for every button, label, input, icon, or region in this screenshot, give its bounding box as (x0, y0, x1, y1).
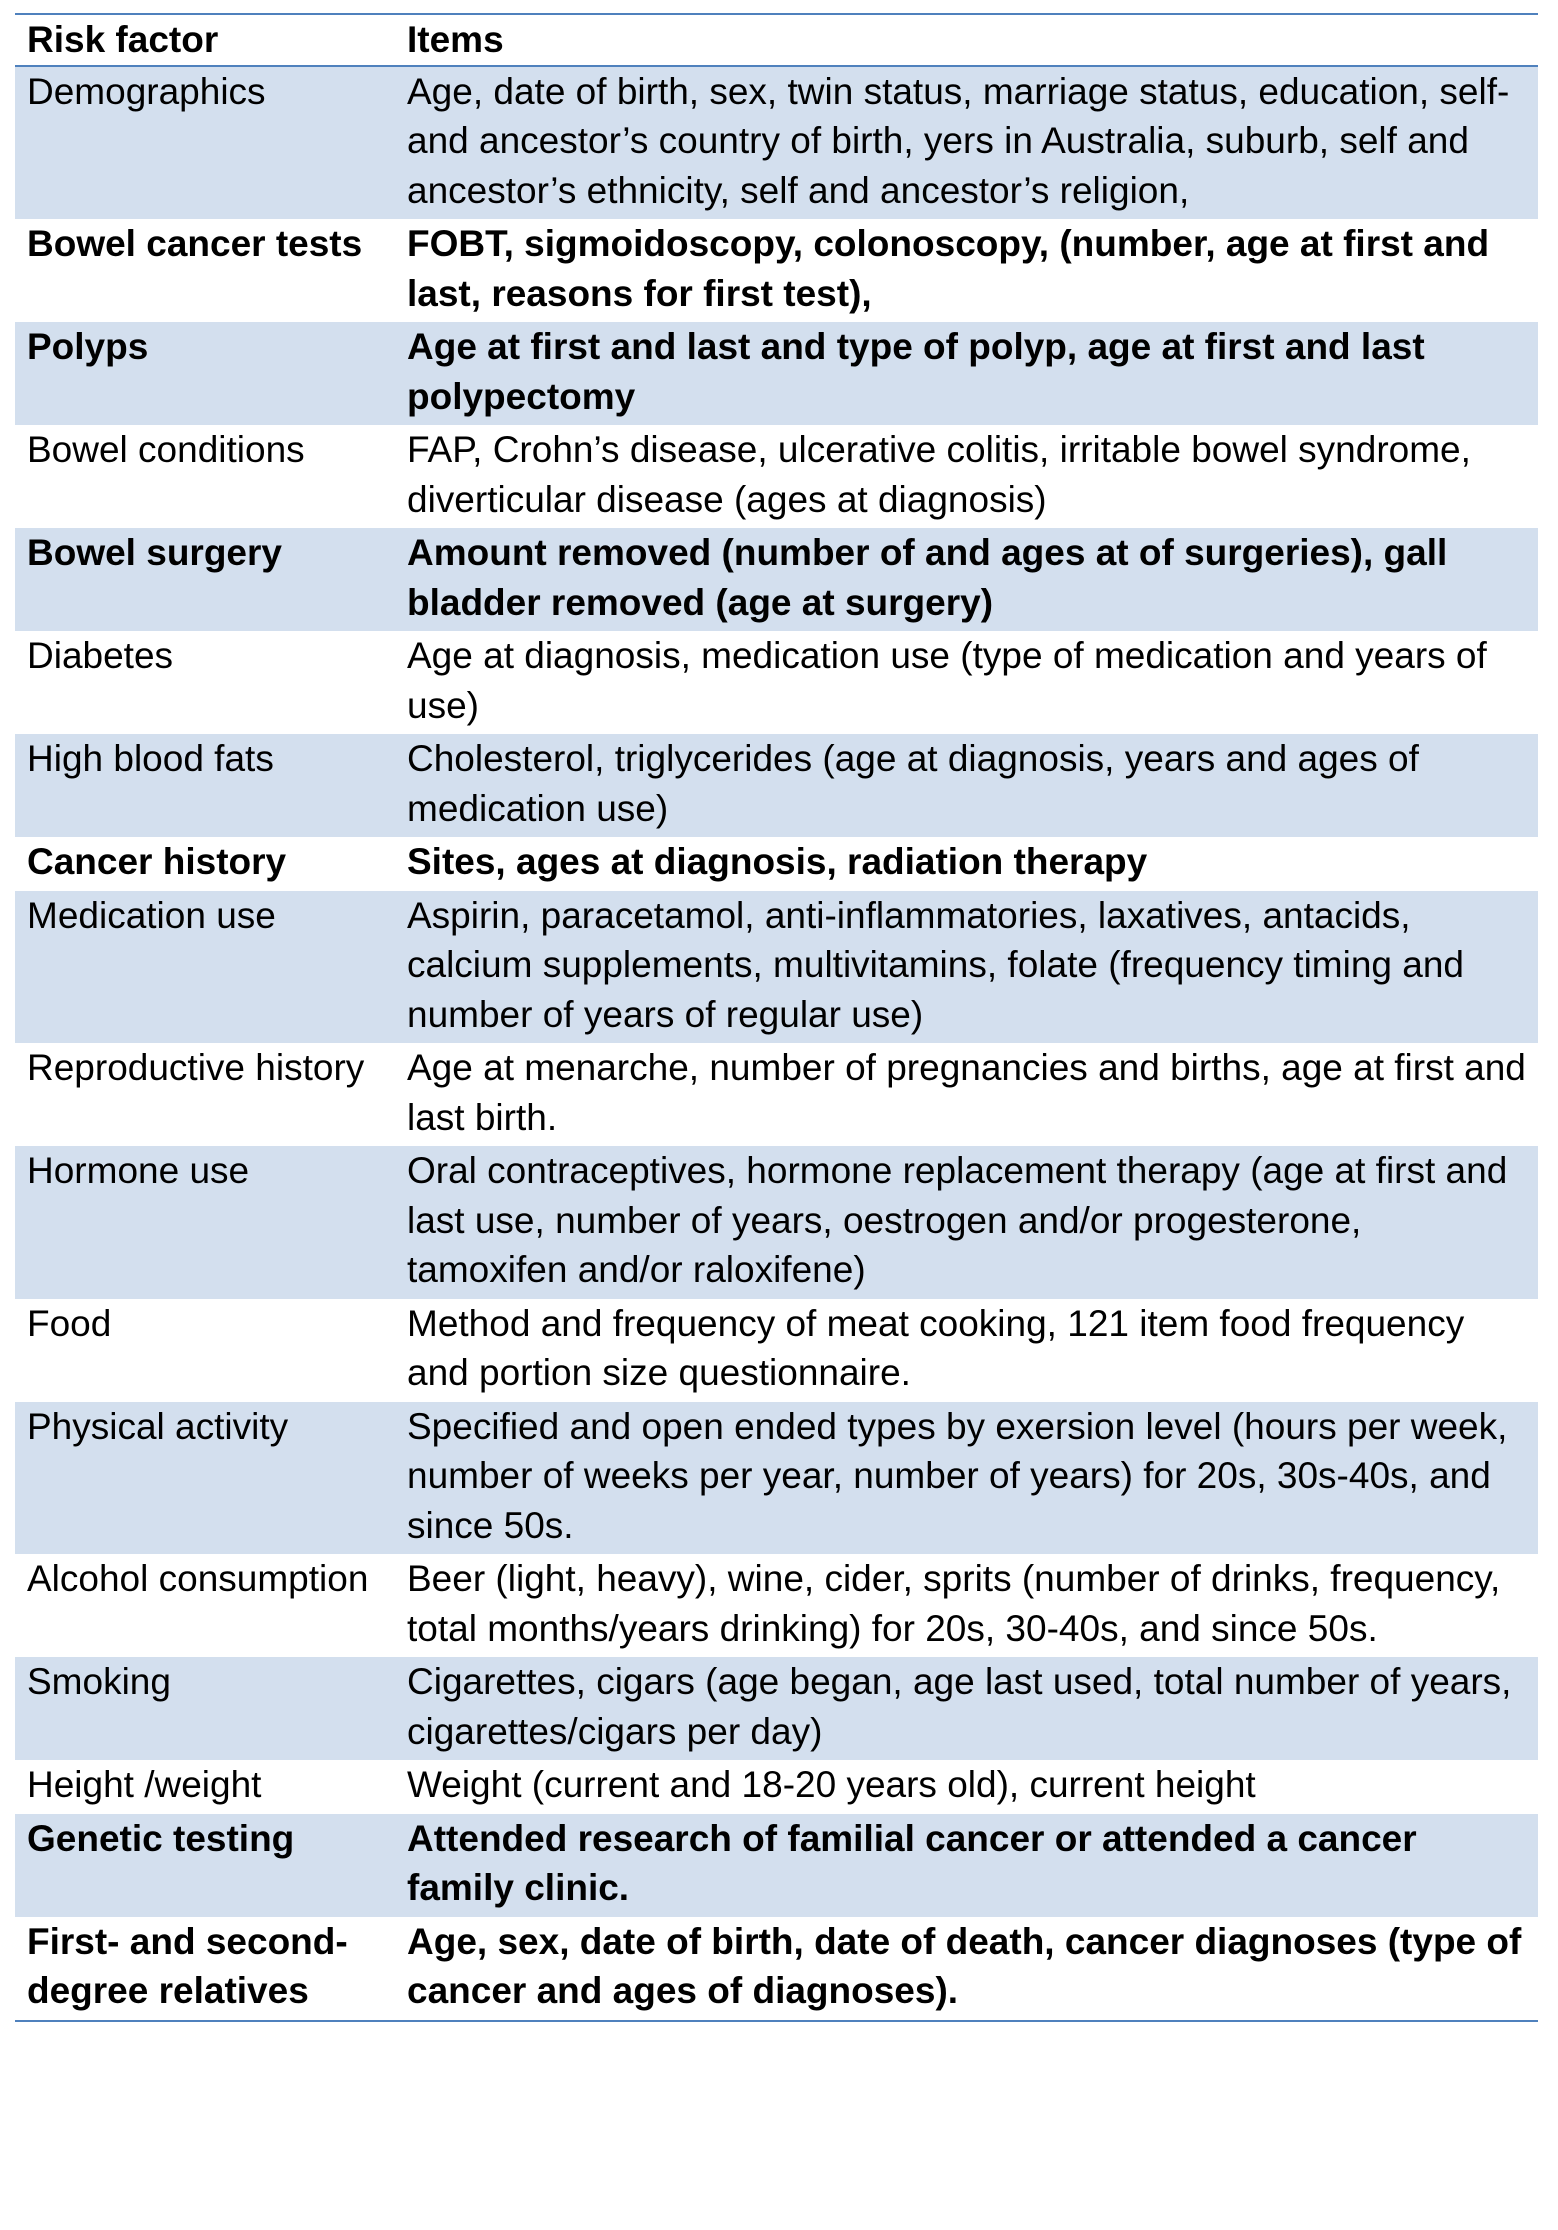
risk-factor-cell: Genetic testing (15, 1814, 395, 1917)
items-cell: Method and frequency of meat cooking, 121 item food frequency and portion size questionnaire. (407, 1302, 1465, 1393)
risk-factor-cell: Cancer history (27, 841, 287, 882)
table-row (15, 1760, 1538, 1814)
items-cell: Age at menarche, number of pregnancies and births, age at first and last birth. (407, 1047, 1526, 1138)
table-row (15, 528, 1538, 631)
items-cell: Attended research of familial cancer or attended a cancer family clinic. (395, 1814, 1538, 1917)
risk-factor-cell: Polyps (15, 322, 395, 425)
table-body (15, 66, 1538, 2021)
risk-factor-cell: Diabetes (27, 635, 174, 676)
risk-factor-cell: Bowel cancer tests (27, 223, 363, 264)
items-cell: Amount removed (number of and ages at of surgeries), gall bladder removed (age at surgery) (395, 528, 1538, 631)
table-row (15, 891, 1538, 1044)
table-row (15, 1554, 1538, 1657)
items-cell: Weight (current and 18-20 years old), current height (407, 1764, 1256, 1805)
items-cell: Sites, ages at diagnosis, radiation therapy (407, 841, 1148, 882)
risk-factor-cell: First- and second-degree relatives (27, 1920, 348, 2011)
risk-factor-cell: Physical activity (15, 1402, 395, 1555)
header-risk-factor: Risk factor (15, 14, 395, 66)
table-row (15, 734, 1538, 837)
items-cell: Aspirin, paracetamol, anti-inflammatories, laxatives, antacids, calcium supplements, multivitamins, folate (frequency timing and number of years of regular use) (395, 891, 1538, 1044)
table-header-row (15, 14, 1538, 66)
items-cell: Age, sex, date of birth, date of death, cancer diagnoses (type of cancer and ages of diagnoses). (407, 1920, 1522, 2011)
table-row (15, 322, 1538, 425)
risk-factor-cell: Demographics (15, 66, 395, 220)
table-row (15, 425, 1538, 528)
table-row (15, 1299, 1538, 1402)
items-cell: Age at first and last and type of polyp, age at first and last polypectomy (395, 322, 1538, 425)
risk-factor-cell: Hormone use (15, 1146, 395, 1299)
items-cell: FOBT, sigmoidoscopy, colonoscopy, (number, age at first and last, reasons for first test), (407, 223, 1490, 314)
risk-factor-cell: Smoking (15, 1657, 395, 1760)
risk-factor-cell: Alcohol consumption (27, 1558, 369, 1599)
table-row (15, 1657, 1538, 1760)
items-cell: Beer (light, heavy), wine, cider, sprits (number of drinks, frequency, total months/years drinking) for 20s, 30-40s, and since 50s. (407, 1558, 1501, 1649)
table-row (15, 66, 1538, 220)
items-cell: Oral contraceptives, hormone replacement therapy (age at first and last use, number of years, oestrogen and/or progesterone, tamoxifen and/or raloxifene) (395, 1146, 1538, 1299)
items-cell: Cholesterol, triglycerides (age at diagnosis, years and ages of medication use) (395, 734, 1538, 837)
items-cell: FAP, Crohn’s disease, ulcerative colitis, irritable bowel syndrome, diverticular disease (ages at diagnosis) (407, 429, 1471, 520)
table-row (15, 219, 1538, 322)
table-row (15, 1917, 1538, 2021)
risk-factor-cell: Food (27, 1302, 112, 1344)
table-row (15, 1402, 1538, 1555)
table-row (15, 631, 1538, 734)
risk-factor-cell: Height /weight (27, 1764, 262, 1805)
risk-factor-cell: Reproductive history (27, 1047, 365, 1088)
risk-factor-cell: Bowel surgery (15, 528, 395, 631)
risk-factor-cell: High blood fats (15, 734, 395, 837)
risk-factor-cell: Medication use (15, 891, 395, 1044)
header-items: Items (395, 14, 1538, 66)
items-cell: Age at diagnosis, medication use (type of medication and years of use) (407, 635, 1487, 726)
table-row (15, 1146, 1538, 1299)
items-cell: Specified and open ended types by exersion level (hours per week, number of weeks per year, number of years) for 20s, 30s-40s, and since 50s. (395, 1402, 1538, 1555)
risk-factor-table (15, 13, 1538, 2022)
items-cell: Age, date of birth, sex, twin status, marriage status, education, self- and ancestor’s country of birth, yers in Australia, suburb, self and ancestor’s ethnicity, self and ancestor’s religion, (395, 66, 1538, 220)
risk-factor-cell: Bowel conditions (27, 429, 305, 470)
table-row (15, 837, 1538, 891)
table-row (15, 1814, 1538, 1917)
items-cell: Cigarettes, cigars (age began, age last used, total number of years, cigarettes/cigars per day) (395, 1657, 1538, 1760)
table-row (15, 1043, 1538, 1146)
